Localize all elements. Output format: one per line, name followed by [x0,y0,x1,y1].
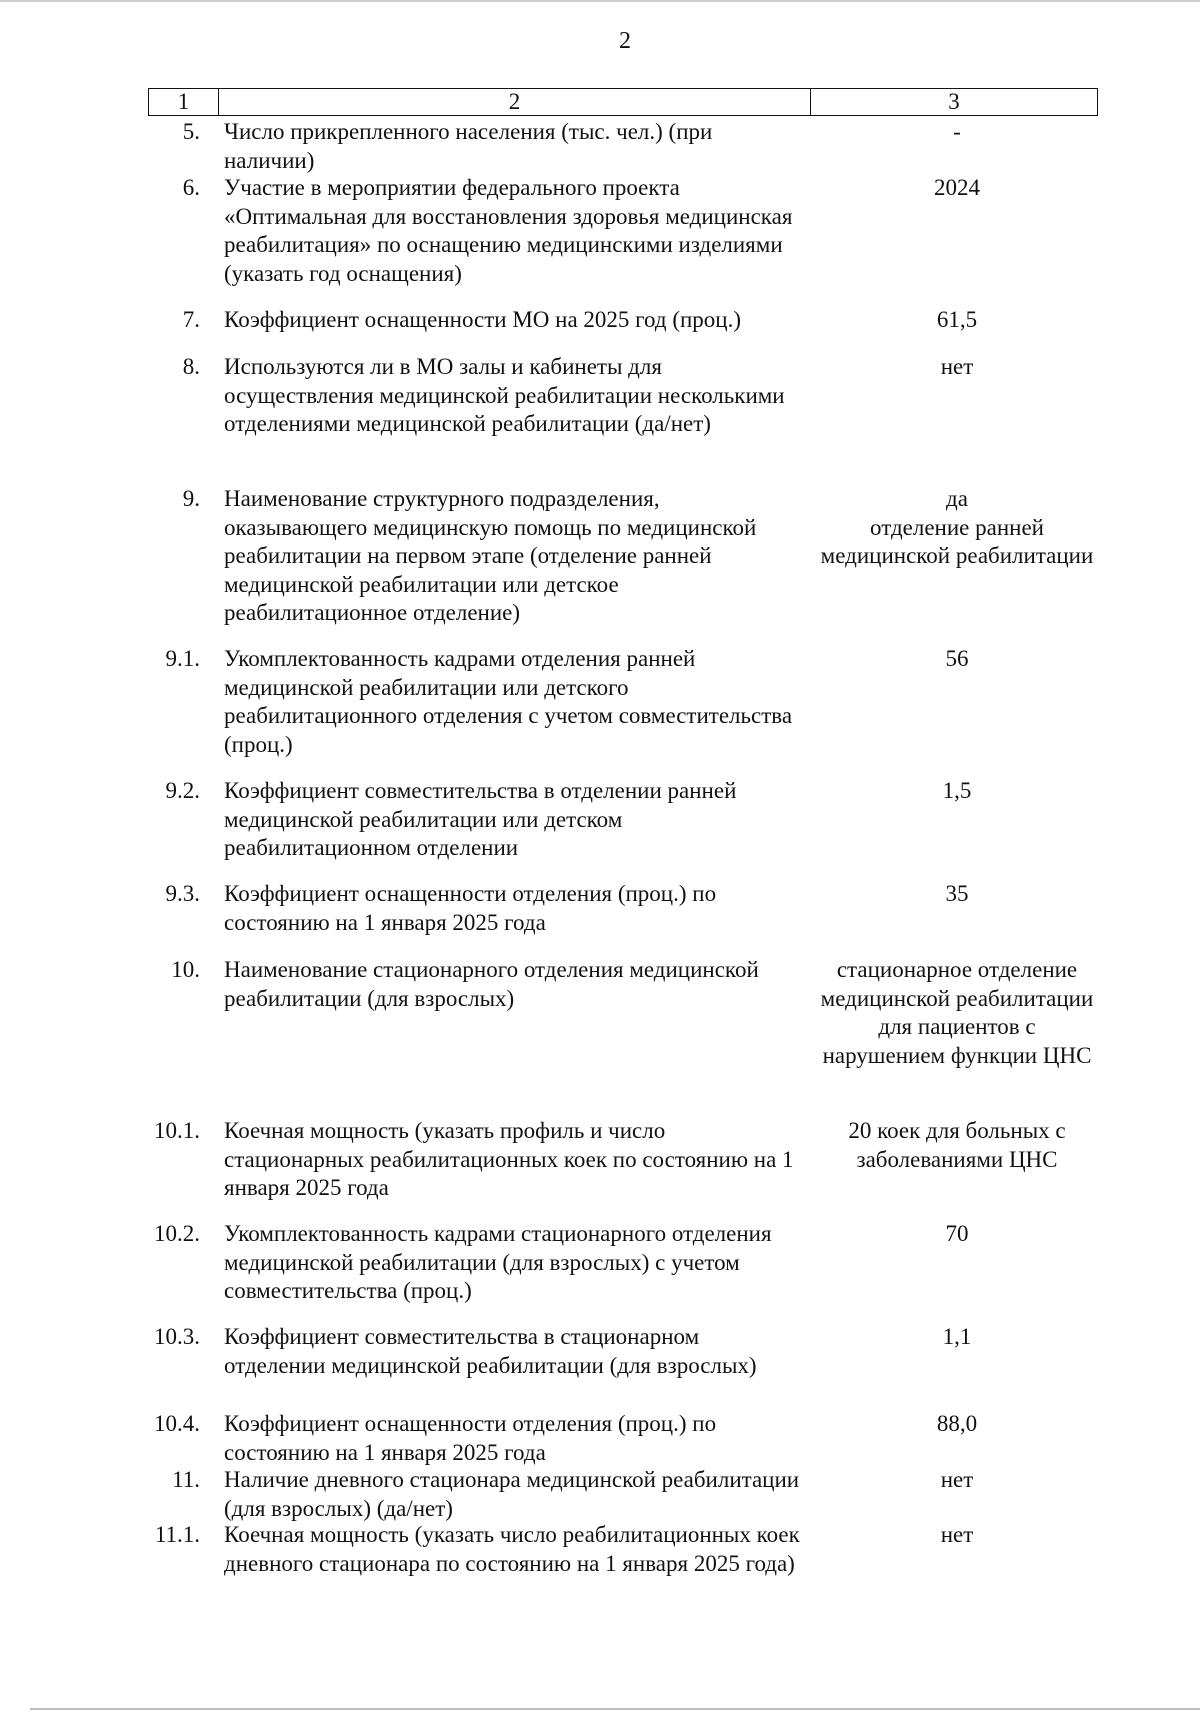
table-row [148,1117,1098,1203]
header-cell-2: 2 [219,89,811,115]
row-number: 7. [182,307,200,332]
row-description: Коэффициент оснащенности МО на 2025 год (проц.) [224,307,742,332]
row-value: стационарное отделение медицинской реабилитации для пациентов с нарушением функции ЦНС [820,957,1094,1068]
row-value: 1,5 [942,778,972,803]
table-row [148,118,1098,175]
row-description: Коечная мощность (указать число реабилитационных коек дневного стационара по состоянию на 1 января 2025 года) [224,1522,800,1576]
row-description: Укомплектованность кадрами отделения ранней медицинской реабилитации или детского реабилитационного отделения с учетом совместительства (проц.) [224,646,793,757]
row-number: 11. [172,1467,200,1492]
row-number: 10.4. [154,1411,200,1436]
table-row [148,1466,1098,1523]
row-value: 56 [945,646,969,671]
row-description: Используются ли в МО залы и кабинеты для осуществления медицинской реабилитации несколькими отделениями медицинской реабилитации (да/нет) [224,354,785,436]
row-number: 9.3. [165,881,200,906]
table-row [148,777,1098,863]
row-number: 10. [171,957,200,982]
table-row [148,485,1098,628]
row-number: 10.3. [154,1324,200,1349]
row-value: да отделение ранней медицинской реабилитации [820,486,1094,568]
row-description: Наименование структурного подразделения, оказывающего медицинскую помощь по медицинской реабилитации на первом этапе (отделение ранней медицинской реабилитации или детское реабилитационное отделение) [224,486,757,625]
table-header [148,88,1098,116]
row-description: Число прикрепленного населения (тыс. чел.) (при наличии) [224,119,713,173]
row-description: Участие в мероприятии федерального проекта «Оптимальная для восстановления здоровья медицинская реабилитация» по оснащению медицинскими изделиями (указать год оснащения) [224,175,793,286]
row-description: Коэффициент оснащенности отделения (проц.) по состоянию на 1 января 2025 года [224,881,717,935]
row-number: 10.1. [154,1118,200,1143]
row-number: 10.2. [154,1221,200,1246]
scan-edge-top [0,0,1200,2]
row-description: Коечная мощность (указать профиль и число стационарных реабилитационных коек по состоянию на 1 января 2025 года [224,1118,794,1200]
table-row [148,174,1098,288]
row-number: 9.1. [165,646,200,671]
table-row [148,306,1098,335]
row-value: 35 [945,881,969,906]
row-value: 1,1 [942,1324,972,1349]
row-value: нет [940,1467,974,1492]
table-row [148,1220,1098,1306]
row-value: нет [940,354,974,379]
row-value: 61,5 [936,307,978,332]
table-row [148,1323,1098,1380]
header-cell-3: 3 [948,89,960,114]
row-value: 20 коек для больных с заболеваниями ЦНС [848,1118,1066,1172]
row-number: 11.1. [154,1522,200,1547]
row-value: 88,0 [936,1411,978,1436]
table-row [148,645,1098,759]
row-value: нет [940,1522,974,1547]
table-row [148,956,1098,1070]
table-row [148,1521,1098,1578]
row-number: 8. [182,354,200,379]
table-row [148,1410,1098,1467]
row-value: 2024 [934,175,980,200]
table-row [148,880,1098,937]
row-number: 9.2. [165,778,200,803]
page-number: 2 [619,28,631,54]
row-description: Наименование стационарного отделения медицинской реабилитации (для взрослых) [224,957,759,1011]
table-row [148,353,1098,439]
row-number: 6. [182,175,200,200]
row-description: Коэффициент совместительства в стационарном отделении медицинской реабилитации (для взрослых) [224,1324,757,1378]
row-value: - [953,119,961,144]
row-description: Коэффициент оснащенности отделения (проц.) по состоянию на 1 января 2025 года [224,1411,717,1465]
row-description: Укомплектованность кадрами стационарного отделения медицинской реабилитации (для взрослых) с учетом совместительства (проц.) [224,1221,772,1303]
row-description: Коэффициент совместительства в отделении ранней медицинской реабилитации или детском реабилитационном отделении [224,778,737,860]
row-number: 9. [182,486,200,511]
row-value: 70 [945,1221,969,1246]
header-cell-1: 1 [149,89,219,115]
row-number: 5. [182,119,200,144]
scan-edge-bottom [30,1708,1200,1710]
row-description: Наличие дневного стационара медицинской реабилитации (для взрослых) (да/нет) [224,1467,800,1521]
